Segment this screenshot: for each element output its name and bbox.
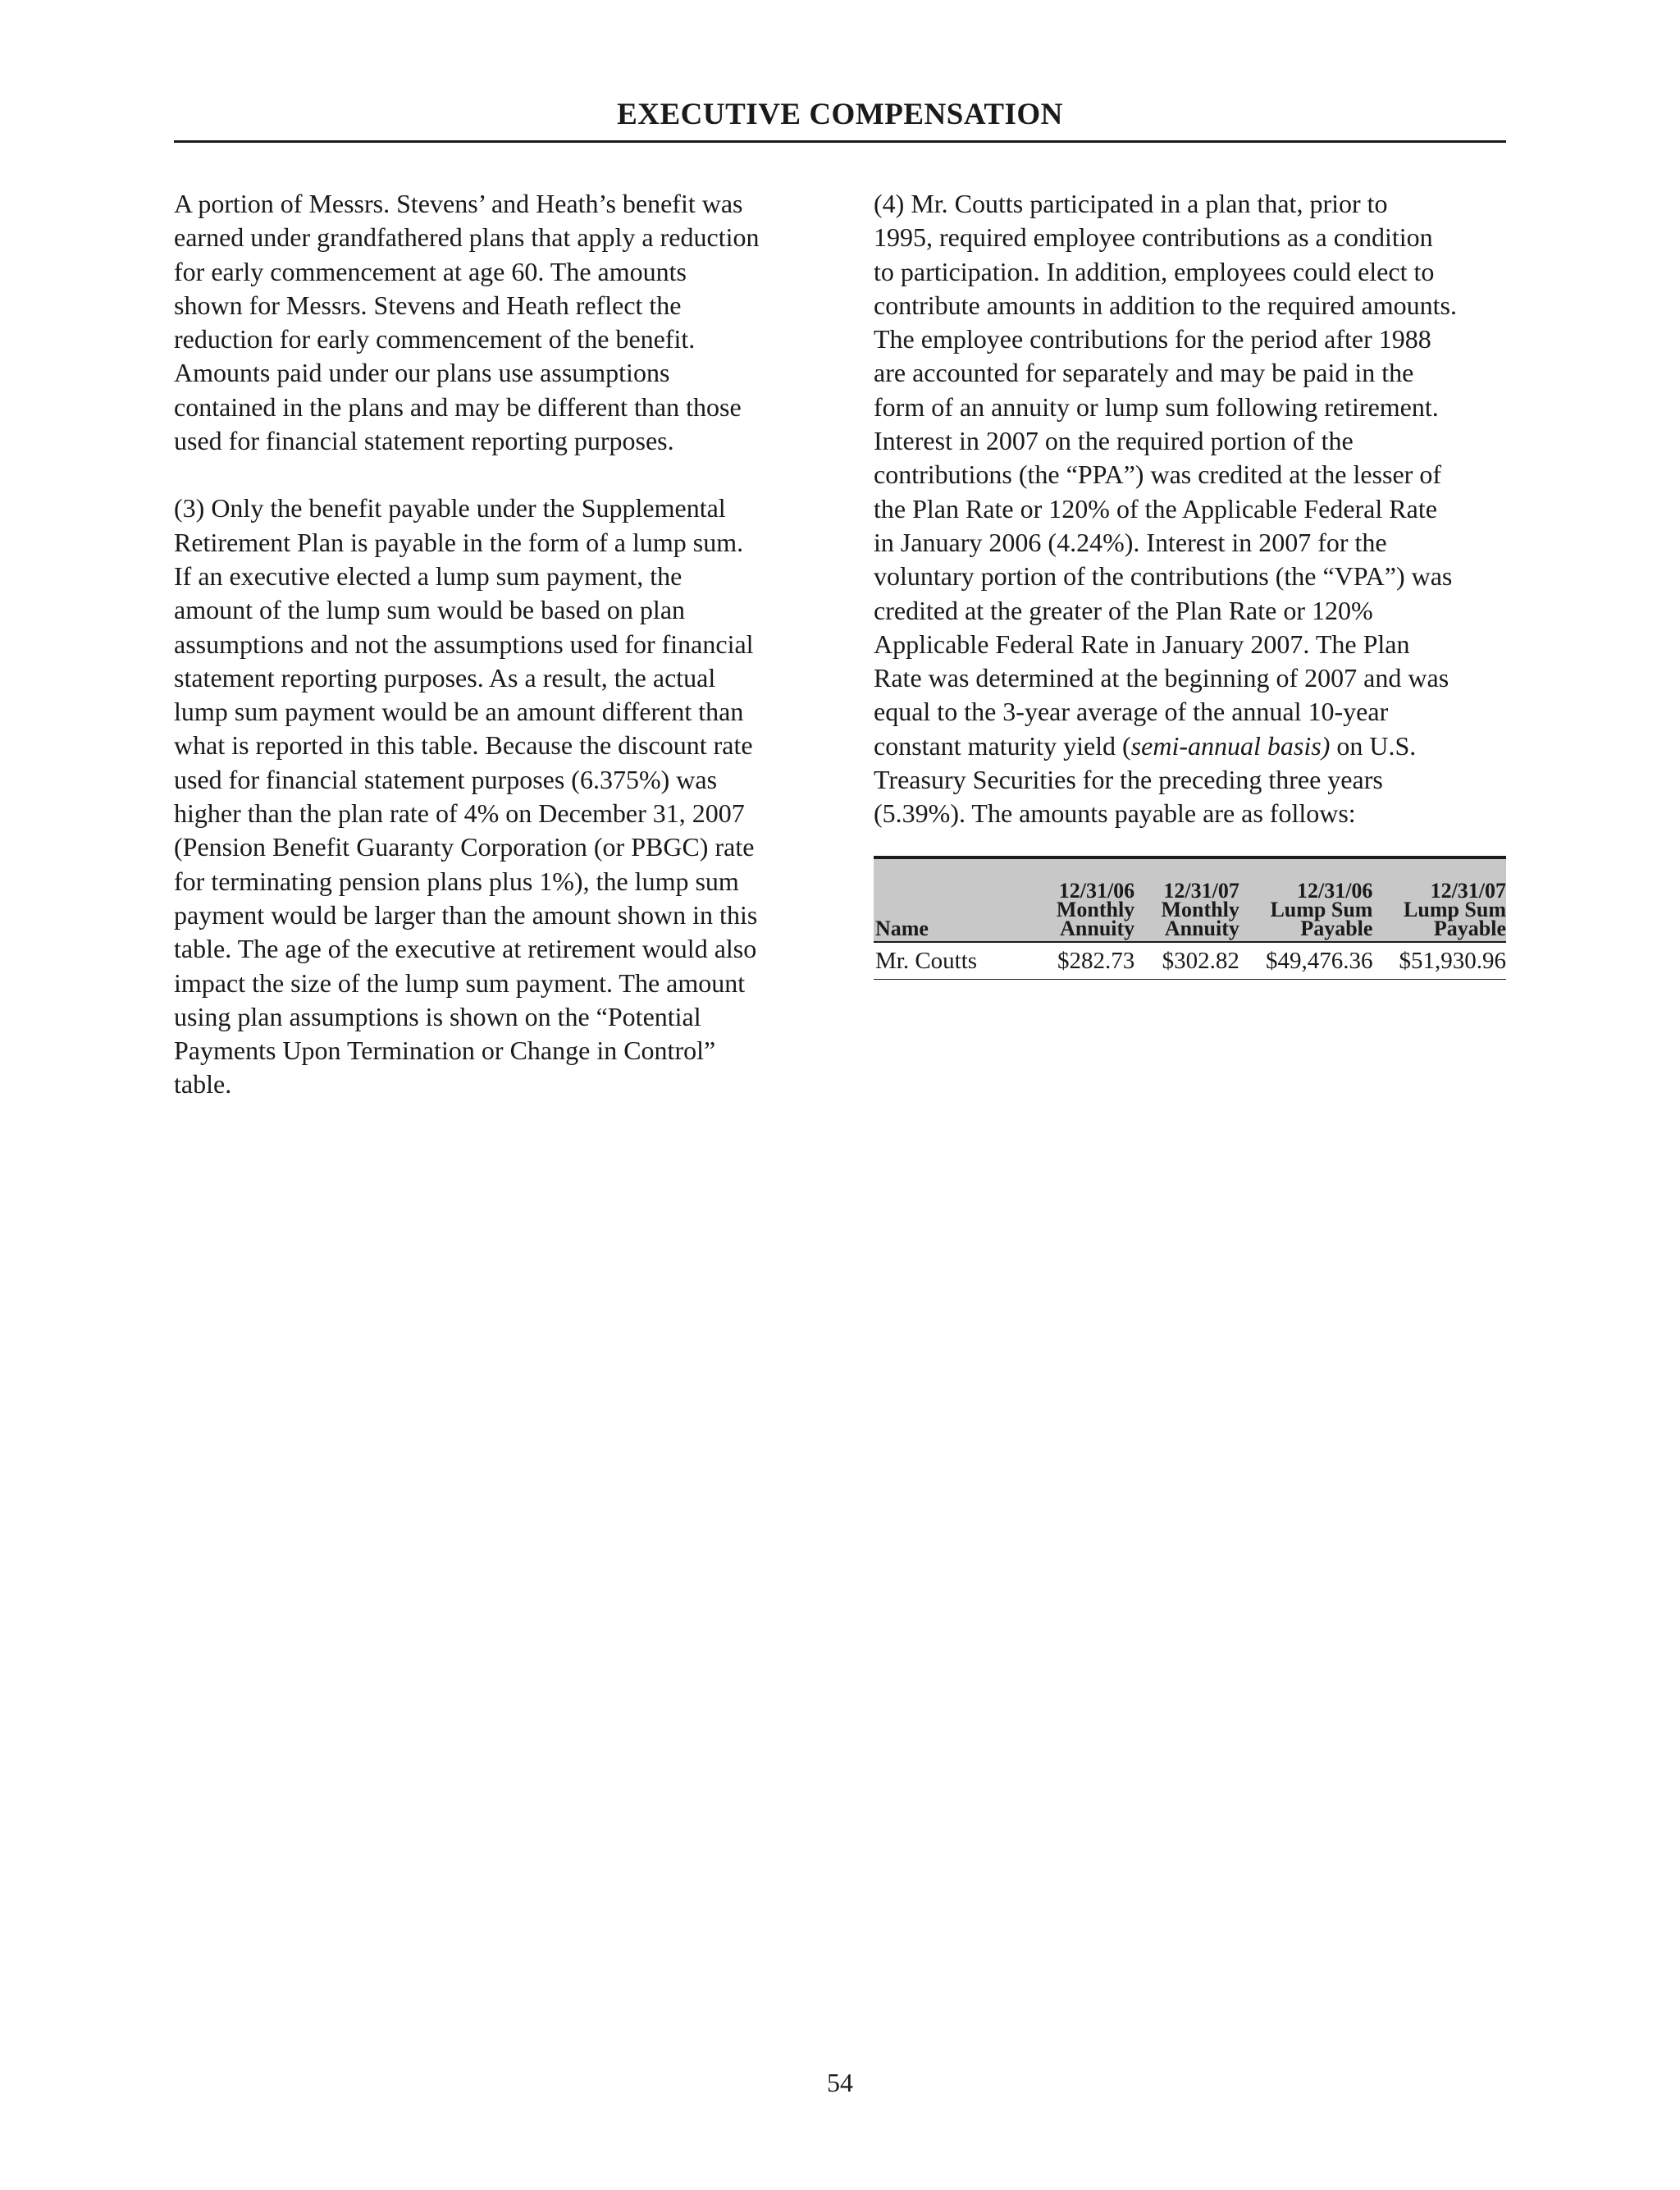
cell-col2: $302.82 [1162,947,1239,974]
page-number: 54 [827,2068,853,2097]
right-paragraph-text-a: (4) Mr. Coutts participated in a plan that, prior to 1995, required employee contributions as a condition to participation. In addition, employees could elect to contribute amounts in addition to the required amounts. The employee contributions for the period after 1988 are accounted for separately and may be paid in the form of an annuity or lump sum following retirement. Interest in 2007 on the required portion of the contributions (the “PPA”) was credited at the lesser of the Plan Rate or 120% of the Applicable Federal Rate in January 2006 (4.24%). Interest in 2007 for the voluntary portion of the contributions (the “VPA”) was credited at the greater of the Plan Rate or 120% Applicable Federal Rate in January 2007. The Plan Rate was determined at the beginning of 2007 and was equal to the 3-year average of the annual 10-year constant maturity yield ( [874,189,1457,761]
right-paragraph-text-b: on U.S. Treasury Securities for the preceding three years (5.39%). The amounts payable are as follows: [874,730,1417,829]
cell-col3: $49,476.36 [1265,947,1373,974]
table-bottom-rule [874,979,1506,980]
left-paragraph-2: (3) Only the benefit payable under the Supplemental Retirement Plan is payable in the form of a lump sum. If an executive elected a lump sum payment, the amount of the lump sum would be based on plan assumptions and not the assumptions used for financial statement reporting purposes. As a result, the actual lump sum payment would be an amount different than what is reported in this table. Because the discount rate used for financial statement purposes (6.375%) was higher than the plan rate of 4% on December 31, 2007 (Pension Benefit Guaranty Corporation (or PBGC) rate for terminating pension plans plus 1%), the lump sum payment would be larger than the amount shown in this table. The age of the executive at retirement would also impact the size of the lump sum payment. The amount using plan assumptions is shown on the “Potential Payments Upon Termination or Change in Control” table. [174,493,758,1100]
header-col4: 12/31/07 Lump Sum Payable [1404,879,1507,940]
right-paragraph-italic: semi-annual basis) [1130,730,1331,761]
left-paragraph-1: A portion of Messrs. Stevens’ and Heath’s benefit was earned under grandfathered plans that apply a reduction for early commencement at age 60. The amounts shown for Messrs. Stevens and Heath reflect the reduction for early commencement of the benefit. Amounts paid under our plans use assumptions contained in the plans and may be different than those used for financial statement reporting purposes. [174,189,760,456]
header-col3: 12/31/06 Lump Sum Payable [1270,879,1373,940]
page-header: EXECUTIVE COMPENSATION [617,98,1063,131]
right-paragraph-1 [874,187,1518,831]
header-name: Name [875,917,929,940]
header-rule [174,140,1506,143]
header-col2: 12/31/07 Monthly Annuity [1161,879,1239,940]
table-row [874,943,1506,979]
annuity-table [874,856,1506,980]
header-col1: 12/31/06 Monthly Annuity [1056,879,1135,940]
left-column [174,187,822,1102]
table-header-row [874,859,1506,941]
right-column [874,187,1518,831]
cell-col4: $51,930.96 [1399,947,1507,974]
cell-col1: $282.73 [1057,947,1135,974]
cell-name: Mr. Coutts [875,947,978,974]
